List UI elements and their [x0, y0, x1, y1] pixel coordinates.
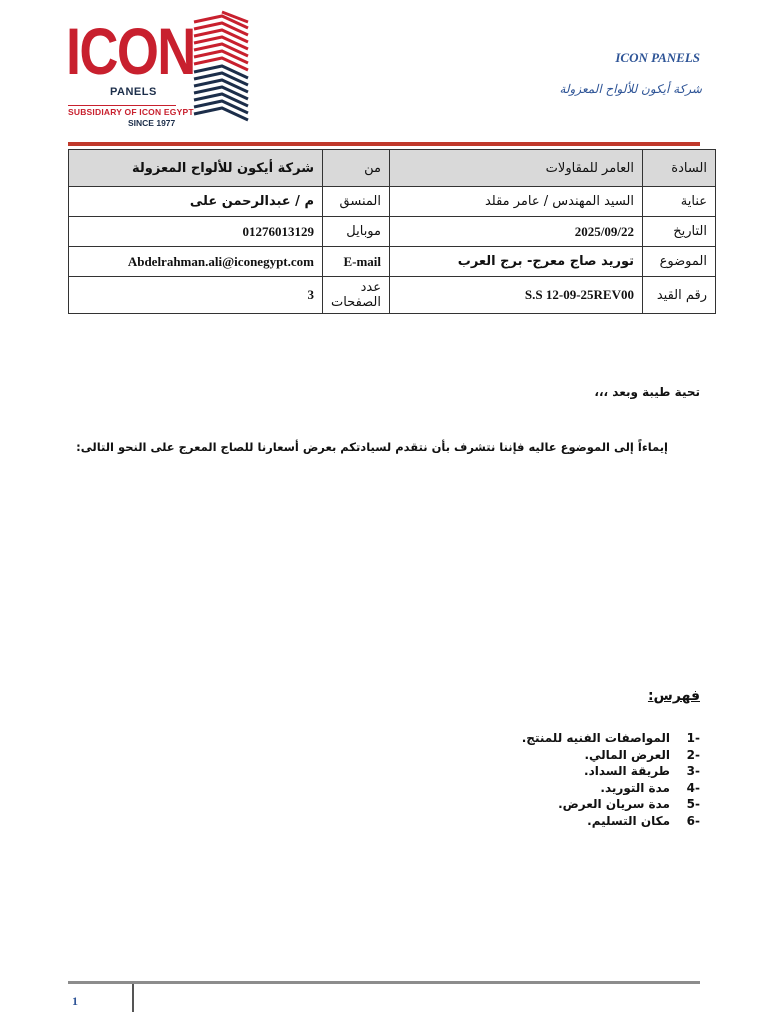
pages-label: عدد الصفحات [322, 277, 389, 314]
list-item-text: مدة سريان العرض. [558, 797, 670, 811]
footer-divider [68, 981, 700, 984]
subject-value: توريد صاج معرج- برج العرب [390, 247, 643, 277]
list-item-number: -2 [686, 747, 700, 762]
date-value: 2025/09/22 [390, 217, 643, 247]
list-item-number: -5 [686, 797, 700, 811]
page-number: 1 [72, 994, 78, 1008]
list-item-number: -4 [686, 780, 700, 795]
date-label: التاريخ [643, 217, 716, 247]
logo-subsidiary-text: SUBSIDIARY OF ICON EGYPT [68, 107, 194, 117]
table-row [69, 150, 716, 187]
logo-divider [68, 105, 176, 106]
to-label: السادة [643, 150, 716, 187]
logo-wordmark: ICON [66, 14, 195, 88]
logo-since-text: SINCE 1977 [128, 118, 176, 128]
list-item-text: مكان التسليم. [587, 813, 670, 828]
index-title: فهرس: [647, 688, 700, 704]
email-value: Abdelrahman.ali@iconegypt.com [69, 247, 323, 277]
list-item [522, 796, 700, 813]
subject-label: الموضوع [643, 247, 716, 277]
list-item-text: مدة التوريد. [600, 780, 670, 795]
company-logo [66, 10, 256, 130]
table-row [69, 217, 716, 247]
index-list [522, 730, 700, 829]
list-item [522, 813, 700, 830]
reference-value: S.S 12-09-25REV00 [390, 277, 643, 314]
from-value: شركة أيكون للألواح المعزولة [69, 150, 323, 187]
to-value: العامر للمقاولات [390, 150, 643, 187]
attn-value: السيد المهندس / عامر مقلد [390, 187, 643, 217]
table-row [69, 247, 716, 277]
list-item-text: العرض المالي. [584, 747, 670, 762]
list-item-text: المواصفات الفنيه للمنتج. [521, 731, 670, 745]
list-item-number: -3 [686, 764, 700, 778]
header-divider [68, 142, 700, 146]
attn-label: عناية [643, 187, 716, 217]
mobile-value: 01276013129 [69, 217, 323, 247]
reference-label: رقم القيد [643, 277, 716, 314]
list-item [522, 780, 700, 797]
company-name-ar: شركة أيكون للألواح المعزولة [559, 82, 702, 96]
list-item-number: -1 [686, 731, 700, 745]
table-row [69, 187, 716, 217]
list-item [522, 763, 700, 780]
list-item [522, 747, 700, 764]
building-stripes-icon [192, 10, 252, 128]
email-label: E-mail [322, 247, 389, 277]
company-name-en: ICON PANELS [615, 50, 700, 65]
mobile-label: موبايل [322, 217, 389, 247]
coordinator-label: المنسق [322, 187, 389, 217]
letter-info-table [68, 149, 716, 314]
footer-vertical-rule [132, 984, 134, 1012]
list-item-number: -6 [686, 813, 700, 828]
list-item-text: طريقة السداد. [584, 764, 670, 778]
from-label: من [322, 150, 389, 187]
list-item [522, 730, 700, 747]
coordinator-value: م / عبدالرحمن على [69, 187, 323, 217]
table-row [69, 277, 716, 314]
logo-panels-text: PANELS [110, 86, 157, 98]
pages-value: 3 [69, 277, 323, 314]
intro-paragraph: إيماءاً إلى الموضوع عاليه فإننا نتشرف بأن نتقدم لسيادتكم بعرض أسعارنا للصاج المعرج على النحو التالى: [76, 440, 668, 454]
greeting-text: تحية طيبة وبعد ،،، [594, 385, 700, 399]
